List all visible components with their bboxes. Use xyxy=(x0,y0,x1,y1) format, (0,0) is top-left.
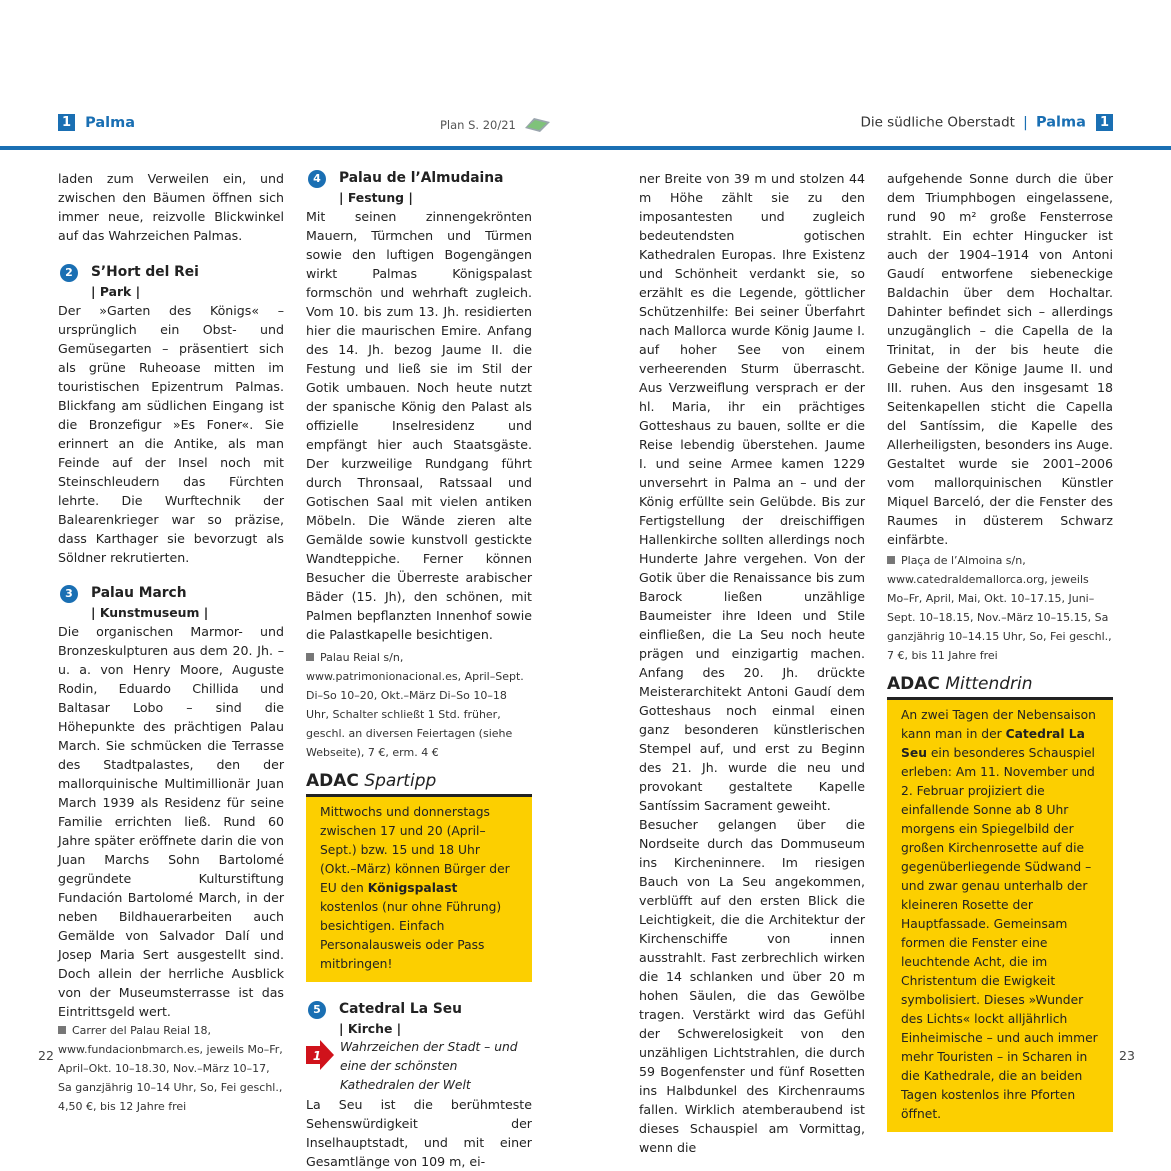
header-city-title: Palma xyxy=(85,114,135,131)
highlight xyxy=(306,1038,532,1095)
column-2 xyxy=(306,169,532,1171)
entry-number-3: 3 xyxy=(60,585,78,603)
cathedral-text-1: ner Breite von 39 m und stolzen 44 m Höhe zählt sie zu den imposantesten und zugleich bedeutendsten gotischen Kathedralen Europas. Ihre Existenz und Schönheit verdankt sie, so erzählt es die Legende, göttlicher Schützenhilfe: Bei seiner Überfahrt nach Mallorca wurde König Jaume I. auf hoher See von einem verheerenden Sturm überrascht. Aus Verzweiflung versprach er der hl. Maria, ihr ein prächtiges Gotteshaus zu bauen, sollte er die Reise lebendig überstehen. Jaume I. und seine Armee kamen 1229 unversehrt in Palma an – und der König erfüllte sein Gelübde. Bis zur Fertigstellung der dreischiffigen Hallenkirche sollten allerdings noch Hunderte Jahre vergehen. Von der Gotik über die Renaissance bis zum Barock ließen unzählige Baumeister ihre Ideen und Stile einfließen, die La Seu noch heute prägen und einzigartig machen. Anfang des 20. Jh. drückte Meisterarchitekt Antoni Gaudí dem Gotteshaus noch einmal einen ganz besonderen künstlerischen Stempel auf, und erst zu Beginn des 21. Jh. wurde die neu und provokant gestaltete Kapelle Santíssim Sacrament geweiht. xyxy=(639,171,865,813)
spartipp-box xyxy=(306,797,532,982)
header-left xyxy=(58,112,135,131)
column-3 xyxy=(639,169,865,1157)
entry-heading-2 xyxy=(58,263,284,282)
mittendrin-text-bold: Catedral La Seu xyxy=(901,727,1085,760)
entry-info-3 xyxy=(58,1021,284,1116)
entry-text-4: Mit seinen zinnengekrönten Mauern, Türmchen und Türmen sowie den luftigen Bogengängen wirkt Palmas Königspalast formschön und wehrhaft zugleich. Vom 10. bis zum 13. Jh. residierten hier die maurischen Emire. Anfang des 14. Jh. bezog Jaume II. die Festung und ließ sie im Stil der Gotik umbauen. Noch heute nutzt der spanische König den Palast als offizielle Inselresidenz und empfängt hier auch Staatsgäste. Der kurzweilige Rundgang führt durch Thronsaal, Ratssaal und Gotischen Saal mit vielen antiken Möbeln. Die Wände zieren alte Gemälde sowie kunstvoll gestickte Wandteppiche. Ferner können Besucher die Überreste arabischer Bäder (15. Jh), den schönen, mit Palmen bepflanzten Innenhof sowie die Palastkapelle besichtigen. xyxy=(306,209,532,642)
spartipp-text-b: kostenlos (nur ohne Führung) besichtigen. Einfach Personalausweis oder Pass mitbringen! xyxy=(320,900,502,971)
entry-heading-5 xyxy=(306,1000,532,1019)
entry-info-text-4: Palau Reial s/n, www.patrimonionacional.es, April–Sept. Di–So 10–20, Okt.–März Di–So 10–18 Uhr, Schalter schließt 1 Std. früher, geschl. an diversen Feiertagen (siehe Webseite), 7 €, erm. 4 € xyxy=(306,651,524,759)
column-1 xyxy=(58,169,284,1116)
header-rule xyxy=(0,146,1171,150)
header-right xyxy=(860,112,1113,131)
entry-category-5: | Kirche | xyxy=(339,1021,402,1036)
entry-number-5: 5 xyxy=(308,1001,326,1019)
spartipp-text-bold: Königspalast xyxy=(367,881,458,895)
spartipp-text-a: Mittwochs und donnerstags zwischen 17 und 20 (April–Sept.) bzw. 15 und 18 Uhr (Okt.–März) können Bürger der EU den xyxy=(320,805,510,895)
info-square-icon xyxy=(306,653,314,661)
entry-title-2: S’Hort del Rei xyxy=(91,264,199,280)
entry-title-5: Catedral La Seu xyxy=(339,1001,462,1017)
entry-info-4 xyxy=(306,648,532,762)
entry-number-2: 2 xyxy=(60,264,78,282)
entry-category-4: | Festung | xyxy=(339,190,413,205)
spartipp-title xyxy=(306,770,532,792)
entry-category-2: | Park | xyxy=(91,284,141,299)
entry-text-5: La Seu ist die berühmteste Sehenswürdigkeit der Inselhauptstadt, und mit einer Gesamtlänge von 109 m, ei- xyxy=(306,1097,532,1169)
header-section-title: Die südliche Oberstadt xyxy=(860,114,1015,131)
mittendrin-text-a: An zwei Tagen der Nebensaison kann man in der xyxy=(901,708,1096,741)
page-number-left: 22 xyxy=(38,1048,54,1063)
entry-title-4: Palau de l’Almudaina xyxy=(339,170,504,186)
chapter-number-right: 1 xyxy=(1096,114,1113,131)
cathedral-text-3: aufgehende Sonne durch die über dem Triumphbogen eingelassene, rund 90 m² große Fensterrose strahlt. Ein echter Hingucker ist auch der 1904–1914 von Antoni Gaudí entworfene siebeneckige Baldachin über dem Hochaltar. Dahinter befindet sich – allerdings unzugänglich – die Capella de la Trinitat, in der bis heute die Gebeine der Könige Jaume II. und III. ruhen. Aus den insgesamt 18 Seitenkapellen sticht die Capella del Santíssim, die Kapelle des Allerheiligsten, besonders ins Auge. Gestaltet wurde sie 2001–2006 vom mallorquinischen Künstler Miquel Barceló, der die Fenster des Raumes in düsterem Schwarz einfärbte. xyxy=(887,171,1113,547)
entry-title-3: Palau March xyxy=(91,585,187,601)
column-4 xyxy=(887,169,1113,1132)
cathedral-text-2: Besucher gelangen über die Nordseite durch das Dommuseum ins Kircheninnere. Im riesigen Bauch von La Seu angekommen, verblüfft auf den ersten Blick die Leichtigkeit, die die Architektur der Kirchenschiffe von innen ausstrahlt. Fast zerbrechlich wirken die 14 schlanken und über 20 m hohen Säulen, die das Gewölbe tragen. Verstärkt wird das Gefühl der Schwerelosigkeit von den unzähligen Lichtstrahlen, die durch 59 Bogenfenster und fünf Rosetten ins Halbdunkel des Kirchenraums fallen. Wirklich atemberaubend ist dieses Schauspiel am Vormittag, wenn die xyxy=(639,817,865,1155)
entry-text-2: Der »Garten des Königs« – ursprünglich ein Obst- und Gemüsegarten – präsentiert sich als grüne Ruheoase mitten im touristischen Epizentrum Palmas. Blickfang am südlichen Eingang ist die Bronzefigur »Es Foner«. Sie erinnert an die Antike, als man Feinde auf der Insel noch mit Steinschleudern das Fürchten lehrte. Die Wurftechnik der Balearenkrieger war so präzise, dass Karthager sie bevorzugt als Söldner rekrutierten. xyxy=(58,303,284,565)
cathedral-info xyxy=(887,551,1113,665)
cathedral-info-text: Plaça de l’Almoina s/n, www.catedraldemallorca.org, jeweils Mo–Fr, April, Mai, Okt. 10–17.15, Juni–Sept. 10–18.15, Nov.–März 10–15.15, Sa ganzjährig 10–14.15 Uhr, So, Fei geschl., 7 €, bis 11 Jahre frei xyxy=(887,554,1112,662)
header-plan xyxy=(440,114,551,133)
info-square-icon xyxy=(887,556,895,564)
map-icon xyxy=(523,115,551,133)
mittendrin-title xyxy=(887,673,1113,695)
entry-text-3: Die organischen Marmor- und Bronzeskulpturen aus dem 20. Jh. – u. a. von Henry Moore, Auguste Rodin, Eduardo Chillida und Baltasar Lobo – sind die Höhepunkte des prächtigen Palau March. Sie schmücken die Terrasse des Stadtpalastes, den der mallorquinische Multimillionär Juan March 1939 als Residenz für seine Familie errichten ließ. Rund 60 Jahre später eröffnete darin die von Juan Marchs Sohn Bartolomé gegründete Kulturstiftung Fundación Bartolomé March, in der neben Bildhauerarbeiten auch Gemälde von Salvador Dalí und Josep Maria Sert ausgestellt sind. Doch allein der herrliche Ausblick von der Museumsterrasse ist das Eintrittsgeld wert. xyxy=(58,624,284,1019)
entry-number-4: 4 xyxy=(308,170,326,188)
entry-heading-4 xyxy=(306,169,532,188)
info-square-icon xyxy=(58,1026,66,1034)
chapter-number: 1 xyxy=(58,114,75,131)
red-arrow-icon xyxy=(306,1040,336,1070)
mittendrin-brand: ADAC xyxy=(887,674,940,694)
entry-category-3: | Kunstmuseum | xyxy=(91,605,209,620)
spartipp-brand: ADAC xyxy=(306,771,359,791)
mittendrin-box xyxy=(887,700,1113,1132)
entry-info-text-3: Carrer del Palau Reial 18, www.fundacionbmarch.es, jeweils Mo–Fr, April–Okt. 10–18.30, Nov.–März 10–17, Sa ganzjährig 10–14 Uhr, So, Fei geschl., 4,50 €, bis 12 Jahre frei xyxy=(58,1024,283,1113)
mittendrin-text-b: ein besonderes Schauspiel erleben: Am 11. November und 2. Februar projiziert die einfallende Sonne ab 8 Uhr morgens ein Spiegelbild der großen Kirchenrosette auf die gegenüberliegende Südwand – und zwar genau unterhalb der kleineren Rosette der Hauptfassade. Gemeinsam formen die Fenster eine leuchtende Acht, die im Christentum die Ewigkeit symbolisiert. Dieses »Wunder des Lichts« lockt alljährlich Einheimische – und auch immer mehr Touristen – in Scharen in die Kathedrale, die an beiden Tagen kostenlos ihre Pforten öffnet. xyxy=(901,746,1098,1121)
plan-reference: Plan S. 20/21 xyxy=(440,118,516,132)
header-city-title-right: Palma xyxy=(1036,114,1086,131)
spartipp-label: Spartipp xyxy=(364,771,437,791)
mittendrin-label: Mittendrin xyxy=(945,674,1033,694)
entry-heading-3 xyxy=(58,584,284,603)
page-number-right: 23 xyxy=(1119,1048,1135,1063)
header-separator: | xyxy=(1023,114,1028,131)
highlight-text: Wahrzeichen der Stadt – und eine der schönsten Kathedralen der Welt xyxy=(340,1040,518,1092)
intro-text: laden zum Verweilen ein, und zwischen den Bäumen öffnen sich immer neue, reizvolle Blickwinkel auf das Wahrzeichen Palmas. xyxy=(58,171,284,243)
highlight-number: 1 xyxy=(312,1049,322,1063)
